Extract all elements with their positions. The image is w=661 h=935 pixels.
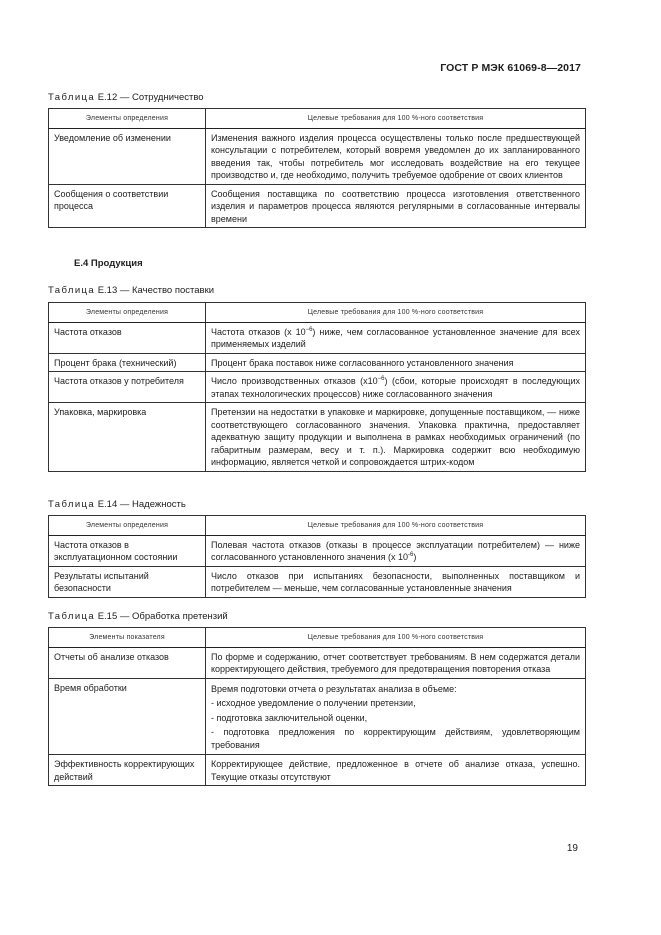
requirement-cell: Сообщения поставщика по соответствию процесса изготовления ответственного изделия и параметров процесса являются регулярными в согласованные интервалы времени bbox=[206, 184, 586, 228]
page-number: 19 bbox=[566, 843, 578, 854]
table-header-row bbox=[49, 303, 586, 323]
table-row bbox=[49, 535, 586, 566]
table-e12 bbox=[48, 108, 586, 228]
table-e15-caption bbox=[48, 611, 228, 622]
list-item: - подготовка заключительной оценки, bbox=[211, 712, 368, 723]
requirement-cell: По форме и содержанию, отчет соответствует требованиям. В нем содержатся детали корректирующего действия, требуемого для предотвращения повторения отказа bbox=[206, 647, 586, 678]
table-header-row bbox=[49, 516, 586, 536]
list-item: - подготовка предложения по корректирующим действиям, удовлетворяющим требования bbox=[211, 727, 580, 750]
table-e12-caption-title: Е.12 — Сотрудничество bbox=[95, 92, 204, 103]
requirement-text: Частота отказов (х 10 bbox=[211, 326, 306, 337]
column-header: Целевые требования для 100 %-ного соответствия bbox=[206, 516, 586, 536]
requirement-cell: Процент брака поставок ниже согласованного установленного значения bbox=[206, 353, 586, 372]
table-e13-caption-title: Е.13 — Качество поставки bbox=[95, 285, 215, 296]
table-row bbox=[49, 322, 586, 353]
table-row bbox=[49, 678, 586, 755]
table-e13 bbox=[48, 302, 586, 472]
table-row bbox=[49, 566, 586, 597]
element-cell: Процент брака (технический) bbox=[49, 353, 206, 372]
table-row bbox=[49, 128, 586, 184]
table-e12-caption-word: Таблица bbox=[48, 92, 96, 103]
element-cell: Частота отказов в эксплуатационном состоянии bbox=[49, 535, 206, 566]
table-e15-caption-title: Е.15 — Обработка претензий bbox=[95, 611, 228, 622]
exponent: -6 bbox=[408, 552, 414, 558]
list-item: - исходное уведомление о получении претензии, bbox=[211, 698, 416, 708]
exponent: −6 bbox=[305, 326, 313, 333]
element-cell: Отчеты об анализе отказов bbox=[49, 647, 206, 678]
element-cell: Время обработки bbox=[49, 678, 206, 755]
requirement-cell: Изменения важного изделия процесса осуществлены только после предшествующей консультации с потребителем, который вовремя уведомлен до их запланированного введения так, чтобы потребитель мог исследовать воздействие на его текущее производство и, где необходимо, получить требуемое одобрение от своих клиентов bbox=[206, 128, 586, 184]
table-e15-caption-word: Таблица bbox=[48, 611, 96, 622]
element-cell: Сообщения о соответствии процесса bbox=[49, 184, 206, 228]
table-header-row bbox=[49, 628, 586, 648]
element-cell: Эффективность корректирующих действий bbox=[49, 755, 206, 786]
requirement-cell bbox=[206, 535, 586, 566]
column-header: Элементы показателя bbox=[49, 628, 206, 648]
requirement-text: ) (сбои, которые происходят в последующих этапах технологических процессов) ниже согласованного значения bbox=[211, 376, 580, 399]
table-row bbox=[49, 372, 586, 403]
element-cell: Частота отказов bbox=[49, 322, 206, 353]
requirement-intro: Время подготовки отчета о результатах анализа в объеме: bbox=[211, 683, 457, 694]
requirement-text: ) bbox=[413, 552, 417, 562]
element-cell: Результаты испытаний безопасности bbox=[49, 566, 206, 597]
table-row bbox=[49, 184, 586, 228]
column-header: Элементы определения bbox=[49, 303, 206, 323]
table-header-row bbox=[49, 109, 586, 129]
requirement-text: Полевая частота отказов (отказы в процессе эксплуатации потребителем) — ниже согласованного установленного значения (х 10 bbox=[211, 539, 580, 562]
requirement-cell bbox=[206, 322, 586, 353]
requirement-cell: Число отказов при испытаниях безопасности, выполненных поставщиком и потребителем — меньше, чем согласованные установленные значения bbox=[206, 566, 586, 597]
table-row bbox=[49, 647, 586, 678]
table-e14-caption bbox=[48, 499, 186, 510]
table-e12-caption bbox=[48, 92, 204, 103]
column-header: Целевые требования для 100 %-ного соответствия bbox=[206, 628, 586, 648]
table-e14-caption-title: Е.14 — Надежность bbox=[95, 499, 186, 510]
table-e14 bbox=[48, 515, 586, 598]
requirement-cell: Корректирующее действие, предложенное в отчете об анализе отказа, успешно. Текущие отказы отсутствуют bbox=[206, 755, 586, 786]
column-header: Элементы определения bbox=[49, 109, 206, 129]
table-e14-caption-word: Таблица bbox=[48, 499, 96, 510]
table-row bbox=[49, 353, 586, 372]
requirement-cell bbox=[206, 678, 586, 755]
requirement-text: Число производственных отказов (x10 bbox=[211, 376, 378, 386]
column-header: Целевые требования для 100 %-ного соответствия bbox=[206, 109, 586, 129]
requirement-cell: Претензии на недостатки в упаковке и маркировке, допущенные поставщиком, — ниже соответствующего согласованного значения. Упаковка практична, предоставляет адекватную защиту продукции и выполнена в рамках необходимых ограничений (по габаритным размерам, весу и т. п.). Маркировка содержит всю необходимую информацию, является четкой и сопровождается штрих-кодом bbox=[206, 403, 586, 472]
exponent: −6 bbox=[377, 376, 385, 382]
table-e13-caption-word: Таблица bbox=[48, 285, 96, 296]
requirement-text: ) ниже, чем согласованное установленное значение для всех применяемых изделий bbox=[211, 326, 580, 349]
element-cell: Уведомление об изменении bbox=[49, 128, 206, 184]
element-cell: Частота отказов у потребителя bbox=[49, 372, 206, 403]
section-heading: Е.4 Продукция bbox=[74, 258, 143, 269]
requirement-cell bbox=[206, 372, 586, 403]
table-e13-caption bbox=[48, 285, 214, 296]
table-row bbox=[49, 755, 586, 786]
column-header: Целевые требования для 100 %-ного соответствия bbox=[206, 303, 586, 323]
standard-code: ГОСТ Р МЭК 61069-8—2017 bbox=[440, 62, 581, 74]
column-header: Элементы определения bbox=[49, 516, 206, 536]
table-row bbox=[49, 403, 586, 472]
element-cell: Упаковка, маркировка bbox=[49, 403, 206, 472]
table-e15 bbox=[48, 627, 586, 786]
